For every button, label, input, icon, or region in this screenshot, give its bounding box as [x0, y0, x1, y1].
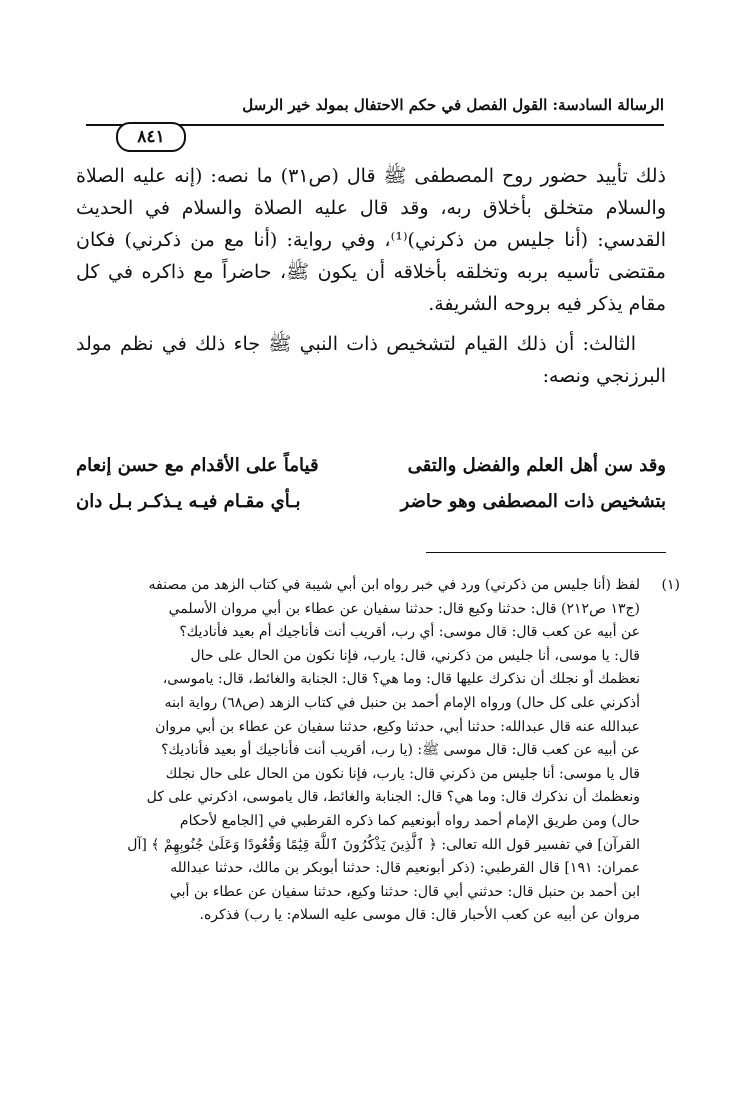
footnote-line: عبدالله عنه قال عبدالله: حدثنا أبي، حدثنا وكيع، حدثنا سفيان عن عطاء بن أبي مروان — [155, 718, 640, 735]
footnote-line: مروان عن أبيه عن كعب الأحبار قال: قال موسى عليه السلام: يا رب) فذكره. — [199, 907, 640, 924]
footnote-line: القرآن] في تفسير قول الله تعالى: ﴿ ٱلَّذِينَ يَذْكُرُونَ ٱللَّهَ قِيَٰمًا وَقُعُودًا وَعَلَىٰ جُنُوبِهِمْ ﴾ [آل — [127, 836, 640, 853]
footnote-marker: (١) — [661, 577, 680, 593]
footnote-line: عن أبيه عن كعب قال: قال موسى: أي رب، أقريب أنت فأناجيك أم بعيد فأناديك؟ — [179, 624, 640, 641]
poem-verse — [76, 484, 666, 520]
footnote-line: لفظ (أنا جليس من ذكرني) ورد في خبر رواه ابن أبي شيبة في كتاب الزهد من مصنفه — [148, 577, 640, 593]
footnote-line: ونعظمك أن نذكرك قال: وما هي؟ قال: الجنابة والغائط، قال ياموسى، اذكرني على كل — [146, 789, 640, 806]
footnote — [76, 574, 680, 928]
footnote-line: قال يا موسى: أنا جليس من ذكرني قال: يارب، فإنا نكون من الحال على حال نجلك — [165, 765, 640, 782]
footnotes — [76, 574, 680, 928]
footnote-text — [76, 574, 640, 928]
footnote-line: ابن أحمد بن حنبل قال: حدثني أبي قال: حدثنا وكيع، حدثنا سفيان عن عطاء بن أبي — [169, 883, 640, 900]
poem — [76, 448, 666, 520]
footnote-line: عن أبيه عن كعب قال: قال موسى ﷺ: (يا رب، أقريب أنت فأناجيك أو بعيد فأناديك؟ — [161, 742, 640, 759]
footnote-line: أذكرني على كل حال) ورواه الإمام أحمد بن حنبل في كتاب الزهد (ص٦٨) رواية ابنه — [164, 694, 640, 711]
verse-second-hemistich: بـأي مقـام فيـه يـذكـر بـل دان — [76, 491, 301, 512]
poem-verse — [76, 448, 666, 484]
footnote-separator — [426, 552, 666, 553]
verse-first-hemistich: بتشخيص ذات المصطفى وهو حاضر — [400, 491, 666, 512]
footnote-line: عمران: ١٩١] قال القرطبي: (ذكر أبونعيم قال: حدثنا أبوبكر بن مالك، حدثنا عبدالله — [170, 860, 640, 877]
body-paragraph: الثالث: أن ذلك القيام لتشخيص ذات النبي ﷺ جاء ذلك في نظم مولد البرزنجي ونصه: — [76, 333, 666, 387]
main-text — [76, 160, 666, 392]
footnote-line: قال: يا موسى، أنا جليس من ذكرني، قال: يارب، فإنا نكون من الحال على حال — [190, 647, 640, 664]
verse-second-hemistich: قياماً على الأقدام مع حسن إنعام — [76, 455, 319, 476]
footnote-line: نعظمك أو نجلك أن نذكرك عليها قال: وما هي؟ قال: الجنابة والغائط، قال: ياموسى، — [162, 671, 640, 688]
verse-first-hemistich: وقد سن أهل العلم والفضل والتقى — [407, 455, 666, 476]
footnote-line: حال) ومن طريق الإمام أحمد رواه أبونعيم كما ذكره القرطبي في [الجامع لأحكام — [179, 812, 640, 829]
page-number: ٨٤١ — [116, 122, 186, 152]
running-header: الرسالة السادسة: القول الفصل في حكم الاحتفال بمولد خير الرسل — [242, 96, 664, 114]
footnote-line: (ج١٣ ص٢١٢) قال: حدثنا وكيع قال: حدثنا سفيان عن عطاء بن أبي مروان الأسلمي — [168, 600, 640, 617]
body-paragraph: ذلك تأييد حضور روح المصطفى ﷺ قال (ص٣١) ما نصه: (إنه عليه الصلاة والسلام متخلق بأخلاق ربه، وقد قال عليه الصلاة والسلام في الحديث القدسي: (أنا جليس من ذكرني)⁽¹⁾، وفي رواية: (أنا مع من ذكرني) فكان مقتضى تأسيه بربه وتخلقه بأخلاقه أن يكون ﷺ، حاضراً مع ذاكره في كل مقام يذكر فيه بروحه الشريفة. — [76, 165, 667, 315]
